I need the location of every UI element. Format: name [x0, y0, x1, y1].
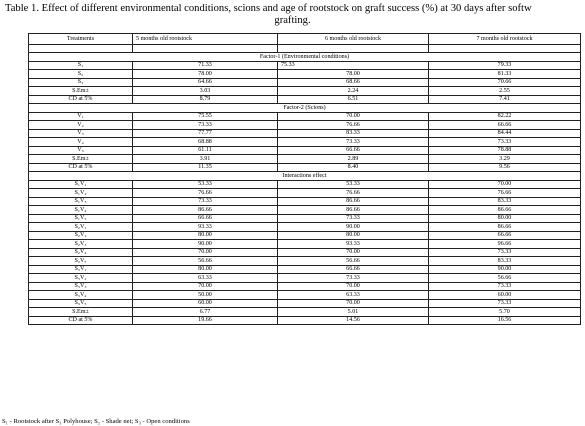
table-row — [29, 70, 581, 79]
value-cell: 64.66 — [133, 78, 278, 87]
table-row — [29, 265, 581, 274]
table-row — [29, 112, 581, 121]
section-title-row — [29, 104, 581, 113]
value-cell: 14.56 — [278, 316, 429, 325]
treatment-cell: S₃V₁ — [29, 265, 133, 274]
value-cell: 16.56 — [429, 316, 581, 325]
treatment-cell: CD at 5% — [29, 316, 133, 325]
value-cell: 70.00 — [133, 248, 278, 257]
value-cell: 96.66 — [429, 240, 581, 249]
value-cell: 56.66 — [278, 257, 429, 266]
treatment-cell: S.Em± — [29, 87, 133, 96]
value-cell: 70.00 — [278, 112, 429, 121]
value-cell: 80.00 — [278, 231, 429, 240]
table-row — [29, 155, 581, 164]
value-cell: 73.33 — [278, 214, 429, 223]
value-cell: 86.66 — [429, 223, 581, 232]
section-title-row — [29, 172, 581, 181]
header-6-months: 6 months old rootstock — [278, 34, 429, 45]
value-cell: 90.00 — [133, 240, 278, 249]
treatment-cell: S₁V₁ — [29, 180, 133, 189]
table-row — [29, 282, 581, 291]
treatment-cell: S₃V₂ — [29, 274, 133, 283]
value-cell: 56.66 — [133, 257, 278, 266]
table-row — [29, 138, 581, 147]
treatment-cell: V₄ — [29, 138, 133, 147]
table-row — [29, 299, 581, 308]
value-cell: 53.33 — [278, 180, 429, 189]
value-cell: 86.66 — [278, 197, 429, 206]
value-cell: 80.00 — [133, 231, 278, 240]
value-cell: 68.88 — [133, 138, 278, 147]
value-cell: 90.00 — [278, 223, 429, 232]
value-cell: 82.22 — [429, 112, 581, 121]
value-cell: 60.00 — [429, 291, 581, 300]
value-cell: 80.00 — [133, 265, 278, 274]
value-cell: 66.66 — [278, 265, 429, 274]
value-cell: 3.29 — [429, 155, 581, 164]
value-cell: 73.33 — [429, 299, 581, 308]
section-title: Factor-1 (Environmental conditions) — [29, 53, 581, 62]
value-cell: 80.00 — [429, 214, 581, 223]
table-row — [29, 257, 581, 266]
value-cell: 63.33 — [278, 291, 429, 300]
value-cell: 66.66 — [429, 121, 581, 130]
treatment-cell: S.Em± — [29, 308, 133, 317]
value-cell: 2.55 — [429, 87, 581, 96]
treatment-cell: S₁V₃ — [29, 197, 133, 206]
value-cell: 8.40 — [278, 163, 429, 172]
value-cell: 70.66 — [429, 78, 581, 87]
table-row — [29, 248, 581, 257]
value-cell: 86.66 — [133, 206, 278, 215]
treatment-cell: S₂V₁ — [29, 223, 133, 232]
header-row — [29, 34, 581, 45]
value-cell: 77.77 — [133, 129, 278, 138]
table-row — [29, 197, 581, 206]
value-cell: 75.55 — [133, 112, 278, 121]
value-cell: 93.33 — [133, 223, 278, 232]
value-cell: 76.66 — [133, 189, 278, 198]
value-cell: 9.56 — [429, 163, 581, 172]
treatment-cell: S₁V₂ — [29, 189, 133, 198]
table-row — [29, 129, 581, 138]
value-cell: 6.77 — [133, 308, 278, 317]
empty-cell — [133, 45, 278, 53]
treatment-cell: V₃ — [29, 129, 133, 138]
value-cell: 63.33 — [133, 274, 278, 283]
treatment-cell: S₂V₃ — [29, 240, 133, 249]
value-cell: 66.66 — [429, 231, 581, 240]
table-row — [29, 61, 581, 70]
value-cell: 8.79 — [133, 95, 278, 104]
value-cell: 73.33 — [133, 121, 278, 130]
value-cell: 73.33 — [429, 282, 581, 291]
treatment-cell: S₃V₃ — [29, 282, 133, 291]
table-row — [29, 180, 581, 189]
value-cell: 75.33 — [278, 61, 429, 70]
treatment-cell: S₃V₅ — [29, 299, 133, 308]
value-cell: 70.00 — [278, 282, 429, 291]
value-cell: 3.91 — [133, 155, 278, 164]
table-body — [29, 45, 581, 325]
header-7-months: 7 months old rootstock — [429, 34, 581, 45]
value-cell: 68.66 — [278, 78, 429, 87]
treatment-cell: S₁V₅ — [29, 214, 133, 223]
value-cell: 11.35 — [133, 163, 278, 172]
treatment-cell: V₅ — [29, 146, 133, 155]
table-row — [29, 274, 581, 283]
value-cell: 70.00 — [429, 180, 581, 189]
value-cell: 70.00 — [278, 248, 429, 257]
value-cell: 60.00 — [133, 299, 278, 308]
value-cell: 76.66 — [429, 189, 581, 198]
table-row — [29, 189, 581, 198]
value-cell: 73.33 — [429, 248, 581, 257]
treatment-cell: S₂V₅ — [29, 257, 133, 266]
value-cell: 90.00 — [429, 265, 581, 274]
treatment-cell: S₂V₂ — [29, 231, 133, 240]
value-cell: 2.24 — [278, 87, 429, 96]
value-cell: 19.66 — [133, 316, 278, 325]
value-cell: 73.33 — [278, 274, 429, 283]
treatment-cell: S₃ — [29, 78, 133, 87]
section-title: Interactions effect — [29, 172, 581, 181]
value-cell: 70.00 — [278, 299, 429, 308]
table-row — [29, 214, 581, 223]
table-row — [29, 87, 581, 96]
value-cell: 66.66 — [133, 214, 278, 223]
table-row — [29, 231, 581, 240]
value-cell: 79.33 — [429, 61, 581, 70]
table-row — [29, 146, 581, 155]
header-treatments: Treatments — [29, 34, 133, 45]
value-cell: 93.33 — [278, 240, 429, 249]
value-cell: 83.33 — [429, 197, 581, 206]
table-row — [29, 95, 581, 104]
treatment-cell: CD at 5% — [29, 163, 133, 172]
value-cell: 5.01 — [278, 308, 429, 317]
graft-success-table — [28, 33, 581, 325]
value-cell: 86.66 — [429, 206, 581, 215]
treatment-cell: S₃V₄ — [29, 291, 133, 300]
value-cell: 76.66 — [278, 189, 429, 198]
value-cell: 7.41 — [429, 95, 581, 104]
value-cell: 81.33 — [429, 70, 581, 79]
value-cell: 66.66 — [278, 146, 429, 155]
treatment-cell: V₁ — [29, 112, 133, 121]
value-cell: 61.11 — [133, 146, 278, 155]
empty-cell — [29, 45, 133, 53]
table-row — [29, 223, 581, 232]
value-cell: 5.70 — [429, 308, 581, 317]
empty-cell — [278, 45, 429, 53]
value-cell: 86.66 — [278, 206, 429, 215]
treatment-cell: S₁ — [29, 61, 133, 70]
value-cell: 70.00 — [133, 282, 278, 291]
value-cell: 56.66 — [429, 274, 581, 283]
table-row — [29, 240, 581, 249]
value-cell: 73.33 — [429, 138, 581, 147]
value-cell: 6.51 — [278, 95, 429, 104]
treatment-cell: S.Em± — [29, 155, 133, 164]
value-cell: 3.03 — [133, 87, 278, 96]
footnote: S₁ - Rootstock after S₁ Polyhouse; S₂ - Shade net; S₃ - Open conditions — [2, 418, 190, 425]
value-cell: 73.33 — [278, 138, 429, 147]
value-cell: 78.00 — [133, 70, 278, 79]
section-title: Factor-2 (Scions) — [29, 104, 581, 113]
treatment-cell: S₁V₄ — [29, 206, 133, 215]
value-cell: 2.89 — [278, 155, 429, 164]
caption-line-1: Table 1. Effect of different environmental conditions, scions and age of rootstock on graft success (%) at 30 days after softw — [5, 3, 532, 14]
value-cell: 73.33 — [133, 197, 278, 206]
spacer-row — [29, 45, 581, 53]
table-row — [29, 308, 581, 317]
value-cell: 53.33 — [133, 180, 278, 189]
value-cell: 76.66 — [278, 121, 429, 130]
table-row — [29, 78, 581, 87]
value-cell: 78.88 — [429, 146, 581, 155]
value-cell: 84.44 — [429, 129, 581, 138]
empty-cell — [429, 45, 581, 53]
table-row — [29, 316, 581, 325]
section-title-row — [29, 53, 581, 62]
treatment-cell: V₂ — [29, 121, 133, 130]
treatment-cell: S₂ — [29, 70, 133, 79]
value-cell: 83.33 — [429, 257, 581, 266]
table-row — [29, 291, 581, 300]
value-cell: 78.00 — [278, 70, 429, 79]
value-cell: 50.00 — [133, 291, 278, 300]
table-row — [29, 206, 581, 215]
treatment-cell: S₂V₄ — [29, 248, 133, 257]
table-row — [29, 163, 581, 172]
treatment-cell: CD at 5% — [29, 95, 133, 104]
header-5-months: 5 months old rootstock — [133, 34, 278, 45]
value-cell: 83.33 — [278, 129, 429, 138]
caption-line-2: grafting. — [274, 15, 311, 26]
value-cell: 71.33 — [133, 61, 278, 70]
table-row — [29, 121, 581, 130]
